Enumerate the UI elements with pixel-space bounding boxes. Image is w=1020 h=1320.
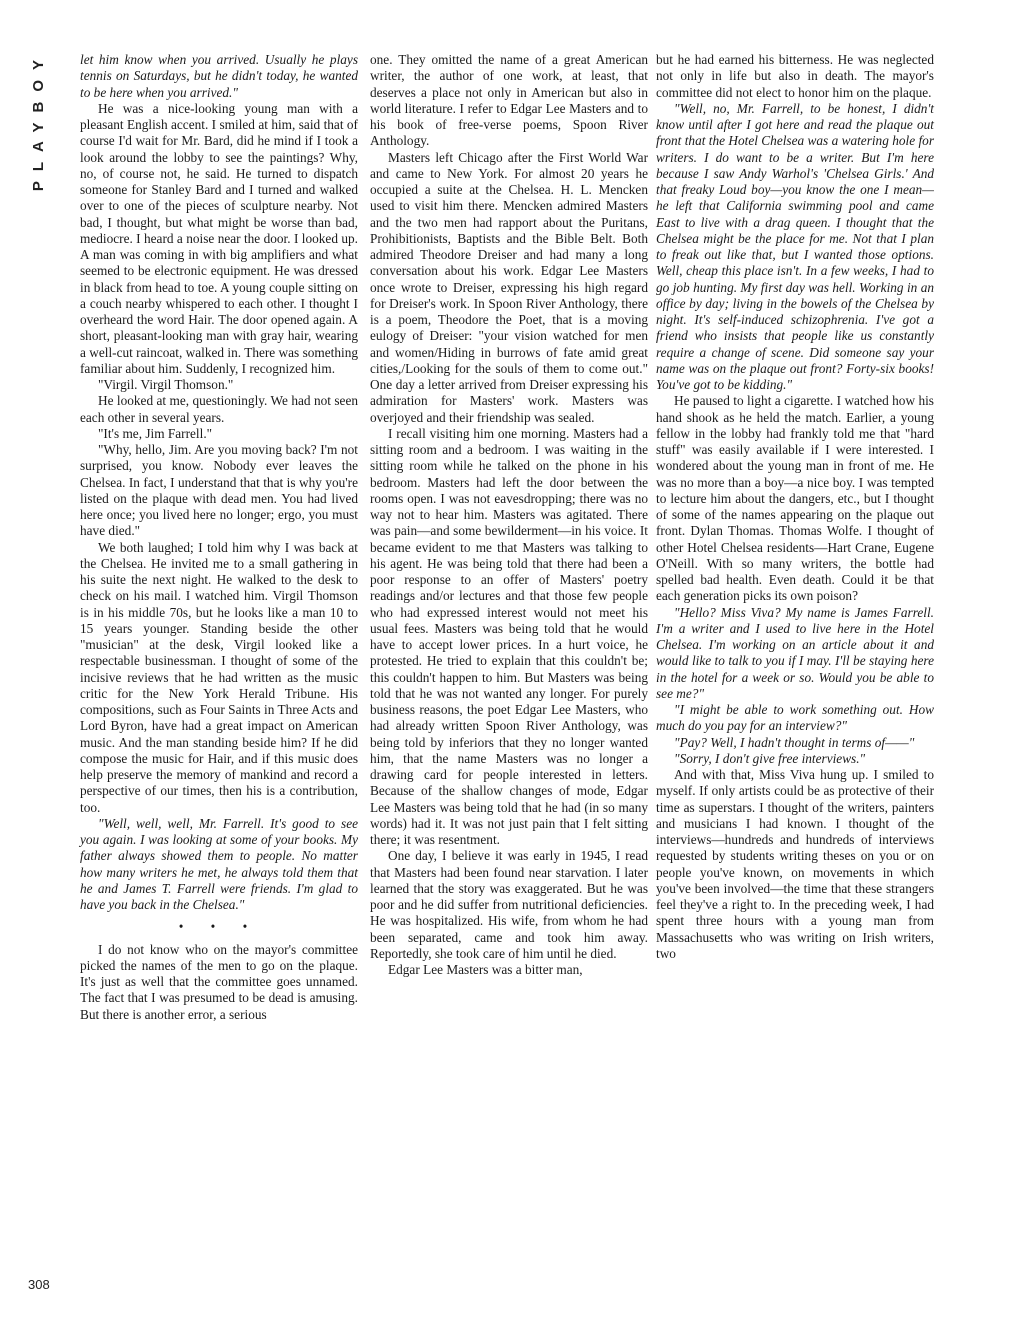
paragraph: One day, I believe it was early in 1945, I read that Masters had been found near starvation. I later learned that the story was exaggerated. But he was poor and he did suffer from nutritional deficiencies. He was hospitalized. His wife, from whom he had been separated, came and took him away. Reportedly, she took care of him until he died. [370,848,648,961]
paragraph: We both laughed; I told him why I was back at the Chelsea. He invited me to a small gathering in his suite the next night. He walked to the desk to check on his mail. I watched him. Virgil Thomson is in his middle 70s, but he looks like a man 10 to 15 years younger. Standing beside the other "musician" at the desk, Virgil looked like a respectable businessman. I thought of some of the incisive reviews that he had written as the music critic for the New York Herald Tribune. His compositions, such as Four Saints in Three Acts and Lord Byron, have had a great impact on American music. And the man standing beside him? If he did compose the music for Hair, and if this music does help preserve the memory of mankind and record a perspective of our times, then his is a contribution, too. [80,539,358,815]
paragraph: one. They omitted the name of a great American writer, the author of one work, at least, that deserves a place not only in American but also in world literature. I refer to Edgar Lee Masters and to his book of free-verse poems, Spoon River Anthology. [370,52,648,149]
text-column-3 [656,52,934,962]
paragraph: Edgar Lee Masters was a bitter man, [388,962,583,977]
section-break: • • • [178,919,260,935]
paragraph: let him know when you arrived. Usually he plays tennis on Saturdays, but he didn't today, he wanted to be here when you arrived." [80,52,358,100]
paragraph: but he had earned his bitterness. He was neglected not only in life but also in death. The mayor's committee did not elect to honor him on the plaque. [656,52,934,100]
paragraph: "Virgil. Virgil Thomson." [98,377,234,392]
paragraph: "Well, no, Mr. Farrell, to be honest, I didn't know until after I got here and read the plaque out front that the Hotel Chelsea was a watering hole for writers. I do want to be a writer. But I'm here because I saw Andy Warhol's 'Chelsea Girls.' And that freaky Loud boy—you know the one I mean—he left that California swimming pool and came East to live with a drag queen. I thought that the Chelsea might be the place for me. Not that I plan to freak out like that, but I wanted those options. Well, cheap this place isn't. In a few weeks, I had to go job hunting. My first day was hell. Working in an office by day; living in the bowels of the Chelsea by night. It's self-induced schizophrenia. I've got a friend who insists that people like us constantly require a change of scene. Did someone say your name was on the plaque out front? Forty-six books! You've got to be kidding." [656,100,934,392]
paragraph: "Hello? Miss Viva? My name is James Farrell. I'm a writer and I used to live here in the Hotel Chelsea. I'm working on an article about it and would like to talk to you if I may. I'll be staying here in the hotel for a week or so. Would you be able to see me?" [656,604,934,701]
page-number: 308 [28,1277,50,1292]
paragraph: "I might be able to work something out. How much do you pay for an interview?" [656,702,934,734]
text-column-1 [80,52,358,1023]
paragraph: I recall visiting him one morning. Masters had a sitting room and a bedroom. I was waiting in the sitting room while he talked on the phone in his bedroom. Masters had left the door between the rooms open. I was not eavesdropping; there was no way not to hear him. Masters was agitated. There was pain—and some bewilderment—in his voice. It became evident to me that Masters was talking to his agent. He was being told that there had been a poor response to an offer of Masters' poetry readings and/or lectures and that those few people who had expressed interest would not meet his usual fees. Masters was being told that he would have to accept lower prices. In a hurt voice, he protested. He tried to explain that this couldn't be; this couldn't happen to him. But Masters was being told that he was not wanted any longer. For purely business reasons, the poet Edgar Lee Masters, who had already written Spoon River Anthology, was being told by inferiors that they no longer wanted him, that the name Masters was no longer a drawing card for people interested in letters. Because of the shallow changes of mode, Edgar Lee Masters was being told that he had (in so many words) had it. It was not just pain that I felt sitting there; it was resentment. [370,425,648,847]
paragraph: He looked at me, questioningly. We had not seen each other in several years. [80,393,358,425]
paragraph: And with that, Miss Viva hung up. I smiled to myself. If only artists could be as protective of their time as superstars. I thought of the writers, painters and musicians I had known. I thought of the interviews—hundreds and hundreds of interviews requested by students writing theses on you or on people you've known, on movements in which you've been involved—the time that these strangers feel they've a right to. In the preceding week, I had spent three hours with a young man from Massachusetts who was writing on Irish writers, two [656,767,934,961]
running-head: PLAYBOY [30,50,47,192]
paragraph: "Sorry, I don't give free interviews." [674,750,866,766]
text-column-2 [370,52,648,978]
paragraph: He paused to light a cigarette. I watched how his hand shook as he held the match. Earlier, a young fellow in the lobby had frankly told me that "hard stuff" was easily available if I were interested. I wondered about the young man in front of me. He was no more than a boy—a nice boy. I was tempted to lecture him about the dangers, etc., but I thought of some of the names appearing on the plaque out front. Dylan Thomas. Thomas Wolfe. I thought of other Hotel Chelsea residents—Hart Crane, Eugene O'Neill. With so many writers, the bottle had spelled bad health. Even death. Could it be that each generation picks its own poison? [656,393,934,604]
paragraph: "Well, well, well, Mr. Farrell. It's good to see you again. I was looking at some of your books. My father always showed them to people. No matter how many writers he met, he always told them that he and James T. Farrell were friends. I'm glad to have you back in the Chelsea." [80,815,358,912]
paragraph: "Pay? Well, I hadn't thought in terms of——" [674,734,915,750]
paragraph: Masters left Chicago after the First World War and came to New York. For almost 20 years he occupied a suite at the Chelsea. H. L. Mencken used to visit him there. Mencken admired Masters and the two men had rapport about the Puritans, Prohibitionists, Baptists and the Bible Belt. Both admired Theodore Dreiser and had many a long conversation about his work. Edgar Lee Masters once wrote to Dreiser, expressing his high regard for Dreiser's work. In Spoon River Anthology, there is a poem, Theodore the Poet, that is a moving eulogy of Dreiser: "your vision watched for men and women/Hiding in burrows of fate amid great cities,/Looking for the souls of them to come out." One day a letter arrived from Dreiser expressing his admiration for Masters' work. Masters was overjoyed and their friendship was sealed. [370,149,648,425]
paragraph: He was a nice-looking young man with a pleasant English accent. I smiled at him, said that of course I'd wait for Mr. Bard, did he mind if I took a look around the lobby to see the paintings? Why, no, of course not, he said. He turned to dispatch someone for Stanley Bard and I turned and walked over to one of the pieces of sculpture nearby. Not bad, I thought, but what might be worse than bad, mediocre. I heard a noise near the door. I looked up. A man was coming in with big amplifiers and what seemed to be electronic equipment. He was dressed in black from head to toe. A young couple sitting on a couch nearby whispered to each other. I thought I overheard the word Hair. The door opened again. A short, pleasant-looking man with gray hair, wearing a well-cut raincoat, walked in. There was something familiar about him. Suddenly, I recognized him. [80,100,358,376]
paragraph: "It's me, Jim Farrell." [98,425,213,441]
paragraph: "Why, hello, Jim. Are you moving back? I'm not surprised, you know. Nobody ever leaves the Chelsea. In fact, I understand that that is why you're listed on the plaque with dead men. You had lived here once; you lived here no longer; ergo, you must have died." [80,442,358,539]
paragraph: I do not know who on the mayor's committee picked the names of the men to go on the plaque. It's just as well that the committee goes unnamed. The fact that I was presumed to be dead is amusing. But there is another error, a serious [80,941,358,1022]
